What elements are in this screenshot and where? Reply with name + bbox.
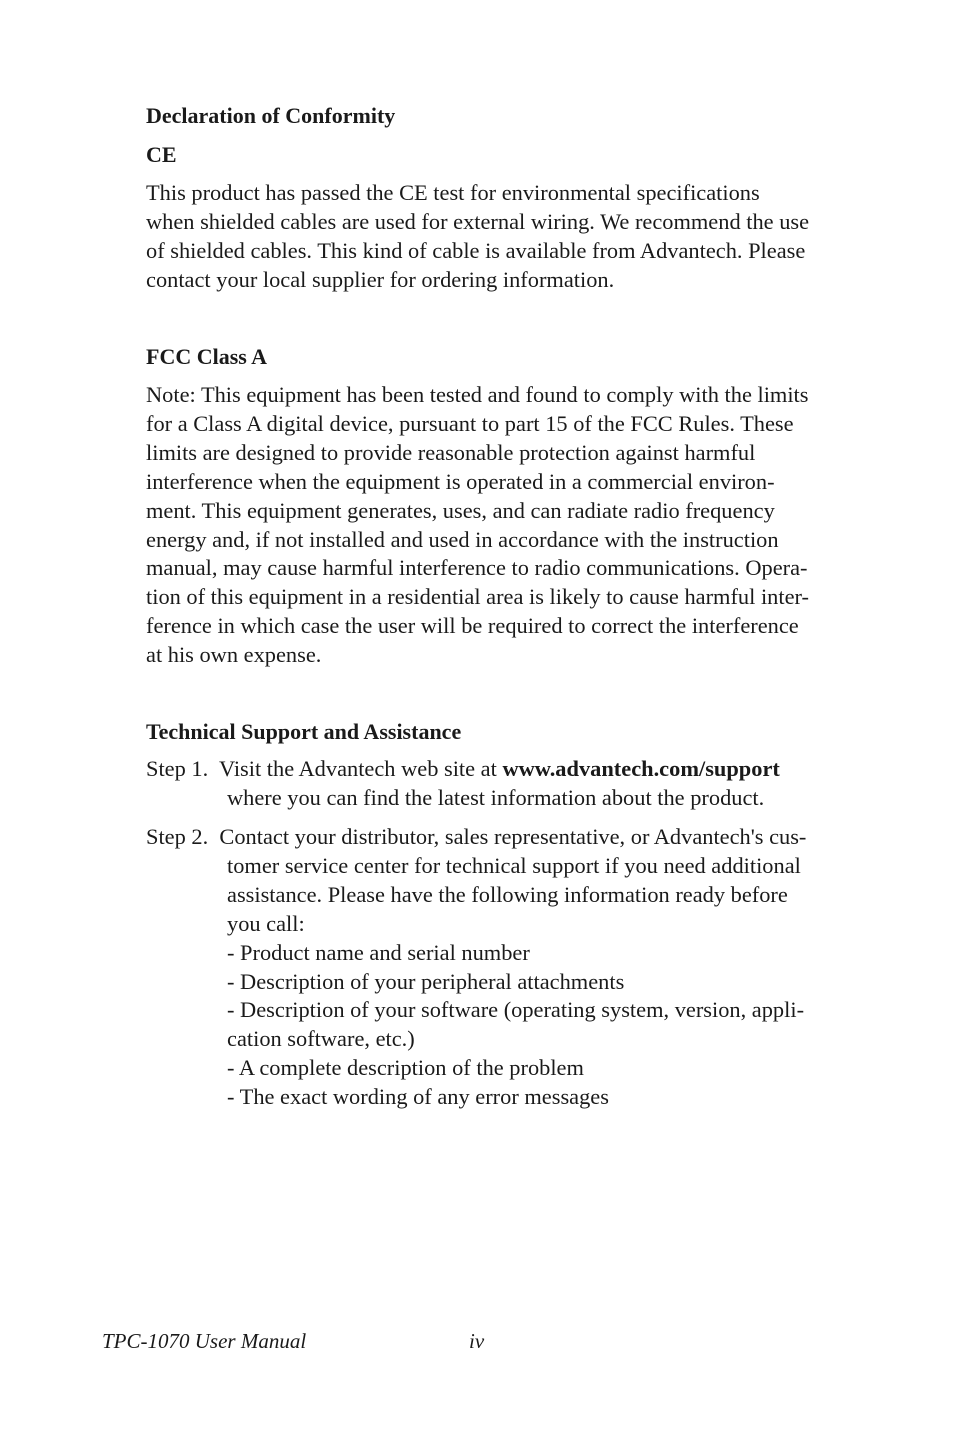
step-2-text: Step 2. Contact your distributor, sales representative, or Advantech's cus-: [146, 824, 807, 849]
list-item: - The exact wording of any error messages: [227, 1084, 609, 1110]
ce-heading: CE: [146, 142, 177, 167]
support-url-link[interactable]: www.advantech.com/support: [502, 756, 780, 781]
support-heading: Technical Support and Assistance: [146, 719, 462, 744]
support-step-2: Step 2. Contact your distributor, sales representative, or Advantech's cus- tomer service center for technical support if you need additional assistance. Please have the following information ready before you call: - Product name and serial number - Description of your peripheral attachments - Description of your software (operating system, version, appli- cation software, etc.) - A complete description of the problem - The exact wording of any error messages: [146, 823, 866, 1112]
ce-paragraph: This product has passed the CE test for environmental specifications when shielded cables are used for external wiring. We recommend the use of shielded cables. This kind of cable is available from Advantech. Please contact your local supplier for ordering information.: [146, 180, 810, 292]
fcc-heading: FCC Class A: [146, 344, 268, 369]
list-item: - Product name and serial number: [227, 939, 530, 965]
list-item: - A complete description of the problem: [227, 1055, 584, 1081]
declaration-title: Declaration of Conformity: [146, 103, 396, 128]
list-item: - Description of your peripheral attachments: [227, 968, 625, 994]
support-step-1: [146, 755, 866, 813]
step-1-text: Step 1. Visit the Advantech web site at: [146, 756, 503, 781]
fcc-paragraph: Note: This equipment has been tested and found to comply with the limits for a Class A digital device, pursuant to part 15 of the FCC Rules. These limits are designed to provide reasonable protection against harmful interference when the equipment is operated in a commercial environ- ment. This equipment generates, uses, and can radiate radio frequency energy and, if not installed and used in accordance with the instruction manual, may cause harmful interference to radio communications. Opera- tion of this equipment in a residential area is likely to cause harmful inter- ference in which case the user will be required to correct the interference at his own expense.: [146, 382, 809, 668]
footer-manual-title: TPC-1070 User Manual: [102, 1329, 307, 1353]
list-item: - Description of your software (operating system, version, appli-: [227, 997, 805, 1023]
footer-page-number: iv: [469, 1329, 485, 1353]
step-1-continuation: where you can find the latest information about the product.: [227, 784, 765, 810]
